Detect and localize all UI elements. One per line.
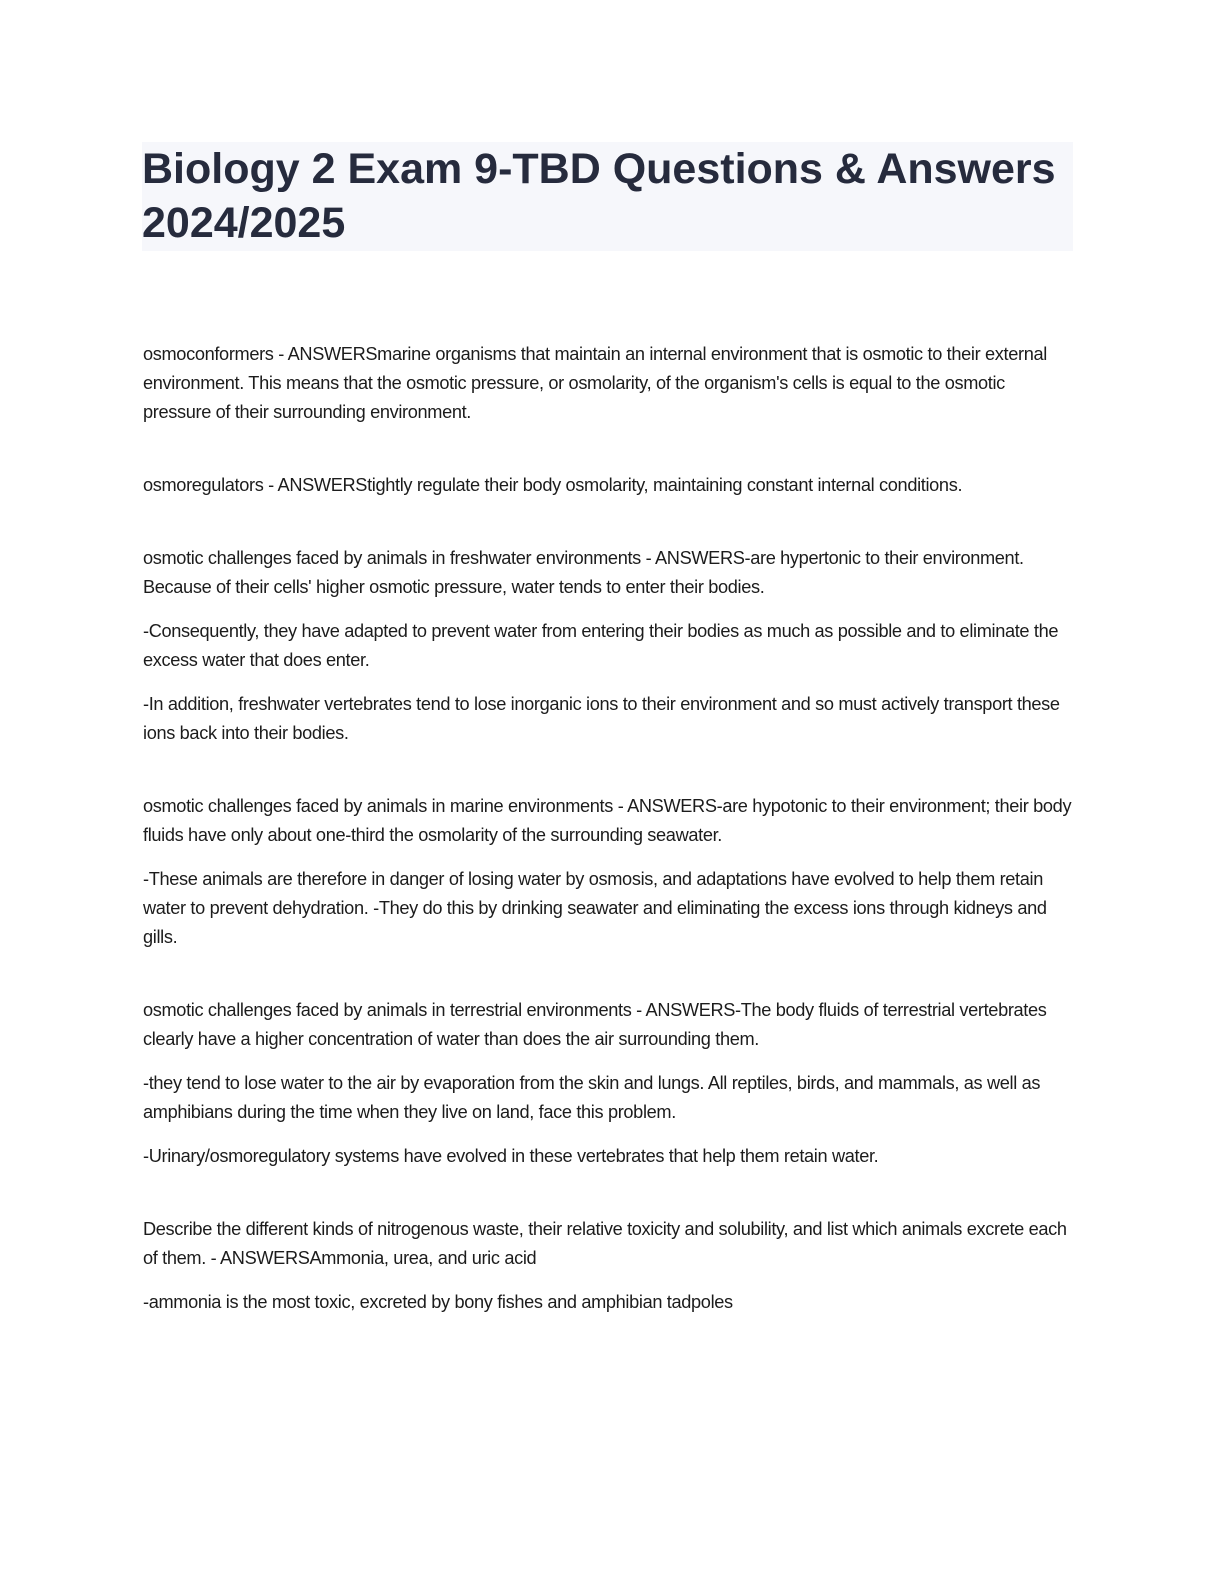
- qa-entry-marine: [143, 792, 1073, 952]
- qa-paragraph: -These animals are therefore in danger of losing water by osmosis, and adaptations have evolved to help them retain water to prevent dehydration. -They do this by drinking seawater and eliminating the excess ions through kidneys and gills.: [143, 869, 1047, 947]
- qa-entry-osmoconformers: [143, 340, 1073, 427]
- qa-paragraph: osmotic challenges faced by animals in freshwater environments - ANSWERS-are hypertonic to their environment. Because of their cells' higher osmotic pressure, water tends to enter their bodies.: [143, 548, 1024, 597]
- qa-entry-osmoregulators: [143, 471, 1073, 500]
- qa-paragraph: -Consequently, they have adapted to prevent water from entering their bodies as much as possible and to eliminate the excess water that does enter.: [143, 621, 1059, 670]
- qa-entry-freshwater: [143, 544, 1073, 748]
- qa-paragraph: -Urinary/osmoregulatory systems have evolved in these vertebrates that help them retain water.: [143, 1146, 879, 1166]
- qa-entry-nitrogenous-waste: [143, 1215, 1073, 1317]
- qa-paragraph: osmoconformers - ANSWERSmarine organisms that maintain an internal environment that is osmotic to their external environment. This means that the osmotic pressure, or osmolarity, of the organism's cells is equal to the osmotic pressure of their surrounding environment.: [143, 344, 1047, 422]
- qa-entry-terrestrial: [143, 996, 1073, 1171]
- qa-content: [143, 340, 1073, 1361]
- qa-paragraph: osmoregulators - ANSWERStightly regulate their body osmolarity, maintaining constant internal conditions.: [143, 475, 963, 495]
- title-banner: [142, 142, 1073, 251]
- qa-paragraph: -In addition, freshwater vertebrates tend to lose inorganic ions to their environment and so must actively transport these ions back into their bodies.: [143, 694, 1060, 743]
- qa-paragraph: -they tend to lose water to the air by evaporation from the skin and lungs. All reptiles, birds, and mammals, as well as amphibians during the time when they live on land, face this problem.: [143, 1073, 1041, 1122]
- qa-paragraph: -ammonia is the most toxic, excreted by bony fishes and amphibian tadpoles: [143, 1292, 733, 1312]
- qa-paragraph: osmotic challenges faced by animals in marine environments - ANSWERS-are hypotonic to their environment; their body fluids have only about one-third the osmolarity of the surrounding seawater.: [143, 796, 1072, 845]
- qa-paragraph: Describe the different kinds of nitrogenous waste, their relative toxicity and solubility, and list which animals excrete each of them. - ANSWERSAmmonia, urea, and uric acid: [143, 1219, 1067, 1268]
- document-title: Biology 2 Exam 9-TBD Questions & Answers 2024/2025: [142, 145, 1056, 247]
- qa-paragraph: osmotic challenges faced by animals in terrestrial environments - ANSWERS-The body fluids of terrestrial vertebrates clearly have a higher concentration of water than does the air surrounding them.: [143, 1000, 1047, 1049]
